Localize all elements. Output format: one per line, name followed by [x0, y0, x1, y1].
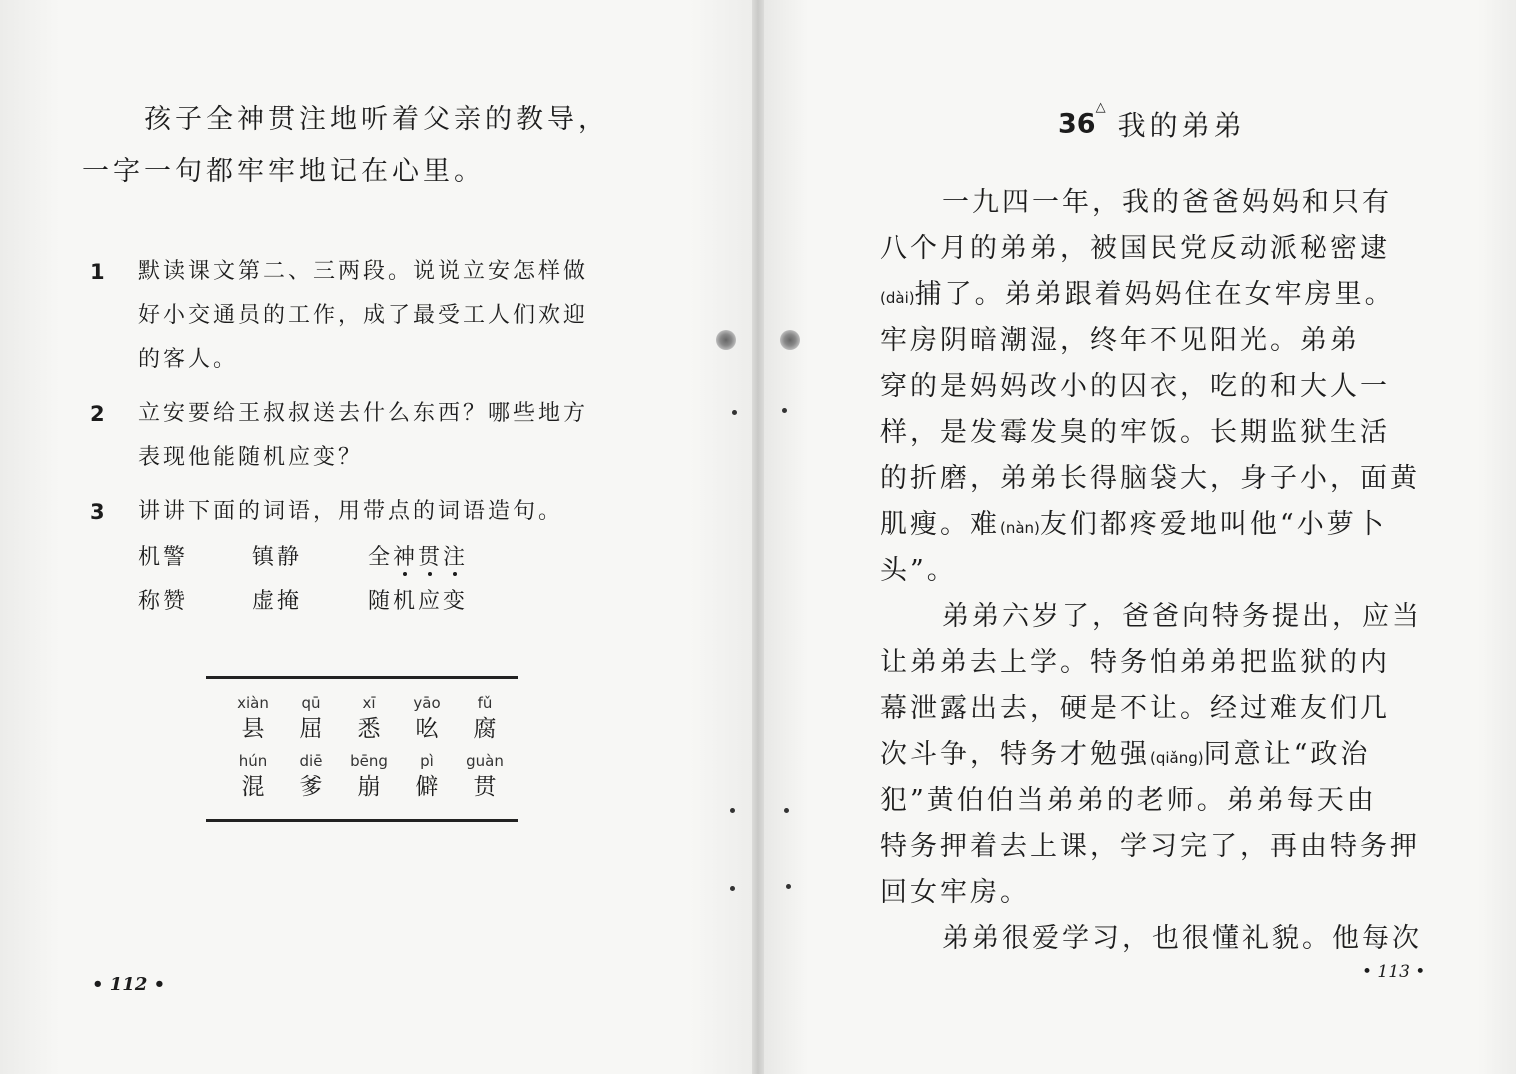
- hanzi: 僻: [415, 774, 439, 800]
- dotted-char: 神: [393, 536, 418, 580]
- lesson-continuation: [82, 94, 652, 198]
- exercise-number: 1: [90, 260, 108, 284]
- vocab-entry: [398, 693, 456, 745]
- word: 虚掩: [252, 589, 303, 614]
- hanzi: 屈: [299, 716, 323, 742]
- exercise-item: [90, 490, 650, 624]
- exercise-line: 的客人。: [138, 347, 239, 372]
- word: 机警: [138, 545, 189, 570]
- text-line: 一九四一年，我的爸爸妈妈和只有: [942, 187, 1392, 218]
- hanzi: 贯: [473, 774, 497, 800]
- hanzi: 爹: [299, 774, 323, 800]
- pinyin: hún: [238, 752, 268, 770]
- text-line: 弟弟很爱学习，也很懂礼貌。他每次: [942, 923, 1422, 954]
- speck: [782, 408, 787, 413]
- word: 镇静: [252, 545, 303, 570]
- pinyin: pì: [420, 752, 434, 770]
- speck: [784, 808, 789, 813]
- word-list: [138, 536, 650, 624]
- page-number: • 113 •: [1362, 962, 1426, 982]
- hanzi: 吆: [415, 716, 439, 742]
- text-line: 头”。: [880, 555, 957, 586]
- lesson-mark: △: [1095, 100, 1106, 115]
- speck: [732, 410, 737, 415]
- vocab-entry: [282, 693, 340, 745]
- text-line: 犯”黄伯伯当弟弟的老师。弟弟每天由: [880, 785, 1377, 816]
- exercise-item: [90, 392, 650, 480]
- dotted-char: 注: [443, 536, 468, 580]
- pinyin: guàn: [466, 752, 504, 770]
- text-line: 牢房阴暗潮湿，终年不见阳光。弟弟: [880, 325, 1360, 356]
- page-number: • 112 •: [92, 974, 166, 995]
- text-span: 肌瘦。难: [880, 509, 1000, 540]
- text-span: 次斗争，特务才勉强: [880, 739, 1150, 770]
- text-line: 一字一句都牢牢地记在心里。: [82, 156, 485, 187]
- pinyin: qū: [301, 694, 321, 712]
- pinyin: yāo: [413, 694, 441, 712]
- hanzi: 腐: [473, 716, 497, 742]
- binding-hole: [716, 330, 736, 350]
- text-span: 同意让“政治: [1203, 739, 1371, 770]
- text-line: [880, 502, 1436, 548]
- lesson-name: 我的弟弟: [1117, 109, 1246, 142]
- speck: [730, 886, 735, 891]
- pinyin-annotation: (qiǎng): [1150, 749, 1204, 767]
- exercise-list: [90, 250, 650, 634]
- exercise-number: 3: [90, 500, 108, 524]
- exercise-line: 立安要给王叔叔送去什么东西？哪些地方: [138, 401, 589, 426]
- word: 称赞: [138, 589, 189, 614]
- text-line: 孩子全神贯注地听着父亲的教导，: [144, 104, 609, 135]
- text-line: 八个月的弟弟，被国民党反动派秘密逮: [880, 233, 1390, 264]
- text-line: 的折磨，弟弟长得脑袋大，身子小，面黄: [880, 463, 1420, 494]
- binding-hole: [780, 330, 800, 350]
- vocab-entry: [398, 751, 456, 803]
- vocab-entry: [456, 751, 514, 803]
- word-char: 全: [368, 545, 394, 570]
- exercise-line: 讲讲下面的词语，用带点的词语造句。: [138, 499, 564, 524]
- pinyin: bēng: [350, 752, 388, 770]
- lesson-number: 36: [1058, 108, 1096, 140]
- text-line: [880, 732, 1436, 778]
- speck: [786, 884, 791, 889]
- book-spine: [752, 0, 764, 1074]
- vocab-entry: [224, 693, 282, 745]
- dotted-word: [368, 536, 468, 580]
- hanzi: 崩: [357, 774, 381, 800]
- text-line: 弟弟六岁了，爸爸向特务提出，应当: [942, 601, 1422, 632]
- word-row: [138, 536, 650, 580]
- speck: [730, 808, 735, 813]
- text-line: 样，是发霉发臭的牢饭。长期监狱生活: [880, 417, 1390, 448]
- vocab-entry: [340, 693, 398, 745]
- exercise-line: 表现他能随机应变？: [138, 445, 364, 470]
- text-span: 捕了。弟弟跟着妈妈住在女牢房里。: [914, 279, 1395, 310]
- exercise-line: 好小交通员的工作，成了最受工人们欢迎: [138, 303, 589, 328]
- lesson-text: [880, 180, 1436, 962]
- text-line: 回女牢房。: [880, 877, 1030, 908]
- vocab-row: [206, 693, 518, 745]
- vocab-row: [206, 751, 518, 803]
- lesson-title: [1058, 100, 1246, 144]
- text-line: 让弟弟去上学。特务怕弟弟把监狱的内: [880, 647, 1390, 678]
- pinyin: xī: [362, 694, 376, 712]
- exercise-line: 默读课文第二、三两段。说说立安怎样做: [138, 259, 589, 284]
- pinyin-annotation: (dài): [880, 289, 915, 307]
- vocab-entry: [340, 751, 398, 803]
- pinyin: xiàn: [237, 694, 269, 712]
- hanzi: 混: [241, 774, 265, 800]
- text-line: [880, 272, 1436, 318]
- dotted-char: 贯: [418, 536, 443, 580]
- pinyin-annotation: (nàn): [1000, 519, 1040, 537]
- text-line: 特务押着去上课，学习完了，再由特务押: [880, 831, 1420, 862]
- vocab-entry: [456, 693, 514, 745]
- vocab-entry: [224, 751, 282, 803]
- hanzi: 县: [241, 716, 265, 742]
- pinyin: diē: [299, 752, 323, 770]
- word-row: [138, 580, 650, 624]
- exercise-number: 2: [90, 402, 108, 426]
- vocab-entry: [282, 751, 340, 803]
- word: 随机应变: [368, 589, 469, 614]
- exercise-item: [90, 250, 650, 382]
- text-line: 穿的是妈妈改小的囚衣，吃的和大人一: [880, 371, 1390, 402]
- hanzi: 悉: [357, 716, 381, 742]
- text-line: 幕泄露出去，硬是不让。经过难友们几: [880, 693, 1390, 724]
- vocabulary-box: [206, 676, 518, 822]
- pinyin: fǔ: [477, 694, 493, 712]
- text-span: 友们都疼爱地叫他“小萝卜: [1039, 509, 1387, 540]
